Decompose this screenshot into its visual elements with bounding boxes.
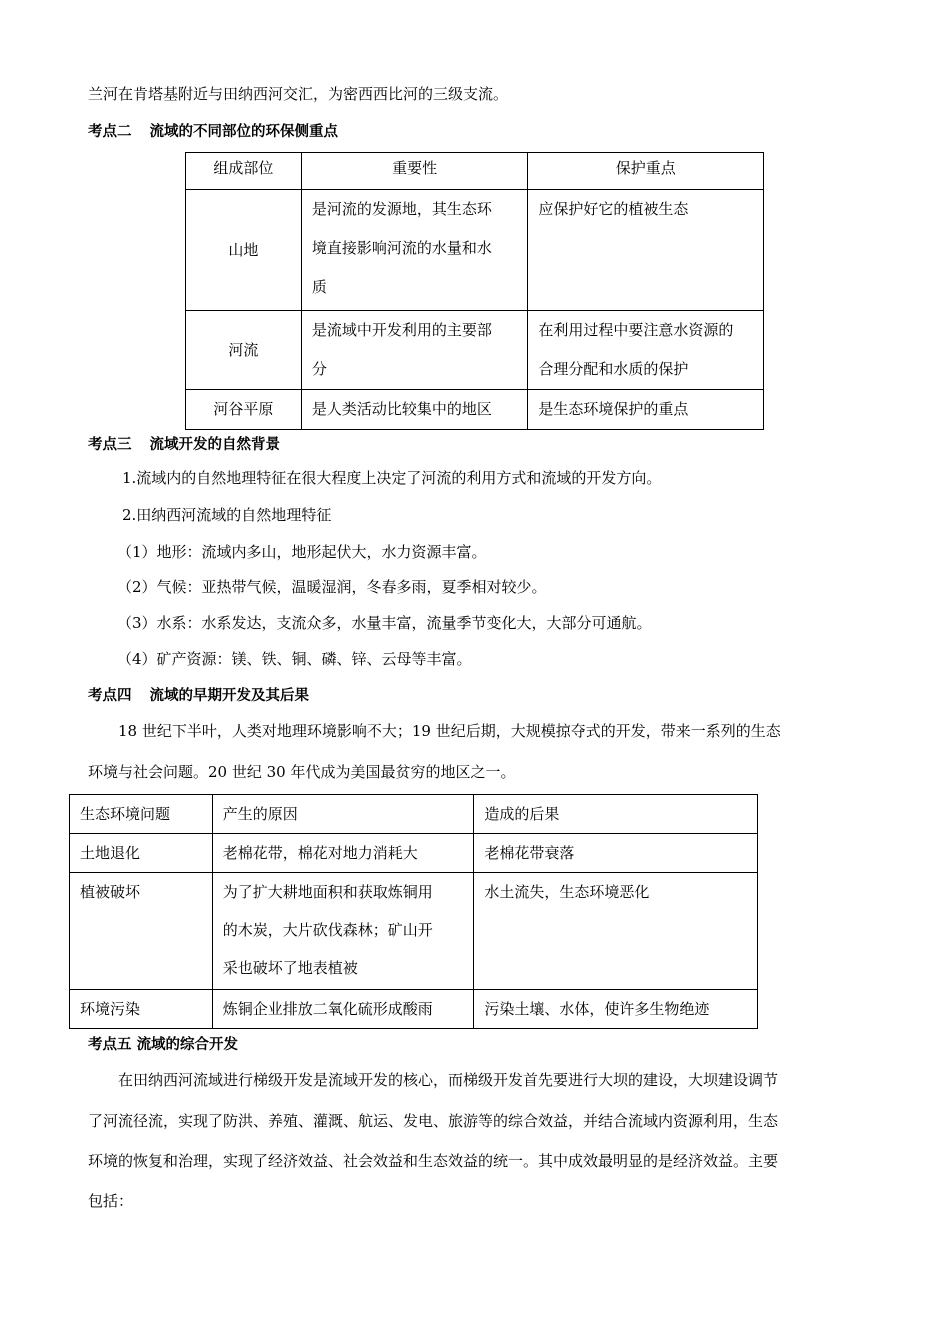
section3-item: 2.田纳西河流域的自然地理特征 [122,506,332,524]
table-cell-result [474,834,758,873]
table-row [186,390,764,430]
section3-label: 考点三 [88,437,132,453]
section5-title: 流域的综合开发 [136,1037,239,1053]
cell-line: 炼铜企业排放二氧化硫形成酸雨 [222,1000,433,1018]
cell-line: 老棉花带衰落 [484,844,575,862]
section5-paragraph-line: 在田纳西河流域进行梯级开发是流域开发的核心，而梯级开发首先要进行大坝的建设，大坝建设调节 [118,1071,779,1089]
table-header-row [186,153,764,190]
cell-line: 应保护好它的植被生态 [538,200,689,218]
section3-item: （3）水系：水系发达，支流众多，水量丰富，流量季节变化大，大部分可通航。 [117,614,652,632]
section2-heading [88,120,338,141]
section2-title: 流域的不同部位的环保侧重点 [149,124,338,140]
table-header-cell: 产生的原因 [212,795,474,834]
cell-line: 采也破坏了地表植被 [222,959,358,977]
table-header-cell: 组成部位 [186,153,302,190]
section5-paragraph-line: 环境的恢复和治理，实现了经济效益、社会效益和生态效益的统一。其中成效最明显的是经济效益。主要 [88,1152,779,1170]
section3-heading [88,433,280,454]
table-cell-cause [212,990,474,1029]
cell-line: 分 [311,360,327,378]
cell-line: 水土流失，生态环境恶化 [484,883,650,901]
table-header-cell: 造成的后果 [474,795,758,834]
table-row [70,834,758,873]
section4-paragraph-line: 环境与社会问题。20 世纪 30 年代成为美国最贫穷的地区之一。 [88,763,516,781]
section3-item: （1）地形：流域内多山，地形起伏大，水力资源丰富。 [117,543,487,561]
cell-line: 是河流的发源地，其生态环 [311,200,492,218]
table-cell-importance [301,390,528,430]
early-development-table [69,794,758,1029]
table-cell-cause [212,873,474,990]
section2-label: 考点二 [88,124,132,140]
table-cell-part: 山地 [186,190,302,311]
cell-line: 为了扩大耕地面积和获取炼铜用 [222,883,433,901]
table-cell-problem: 土地退化 [70,834,213,873]
section4-paragraph-line: 18 世纪下半叶，人类对地理环境影响不大；19 世纪后期，大规模掠夺式的开发，带来一系列的生态 [118,722,781,740]
section3-item: （2）气候：亚热带气候，温暖湿润，冬春多雨，夏季相对较少。 [117,578,547,596]
cell-line: 的木炭，大片砍伐森林；矿山开 [222,921,433,939]
table-cell-problem: 植被破坏 [70,873,213,990]
table-row [70,873,758,990]
table-header-cell: 保护重点 [528,153,764,190]
table-cell-importance [301,190,528,311]
section5-label: 考点五 [88,1037,132,1053]
environment-focus-table [185,152,764,430]
table-cell-focus [528,390,764,430]
cell-line: 老棉花带，棉花对地力消耗大 [222,844,418,862]
cell-line: 合理分配和水质的保护 [538,360,689,378]
table-cell-result [474,873,758,990]
table-header-cell: 重要性 [301,153,528,190]
table-cell-focus [528,190,764,311]
section4-label: 考点四 [88,688,132,704]
section3-item: （4）矿产资源：镁、铁、铜、磷、锌、云母等丰富。 [117,650,472,668]
section5-paragraph-line: 包括： [88,1192,134,1210]
table-cell-focus [528,311,764,390]
cell-line: 是人类活动比较集中的地区 [311,400,492,418]
cell-line: 是流域中开发利用的主要部 [311,321,492,339]
cell-line: 是生态环境保护的重点 [538,400,689,418]
table-cell-importance [301,311,528,390]
cell-line: 境直接影响河流的水量和水 [311,239,492,257]
table-cell-result [474,990,758,1029]
table-cell-cause [212,834,474,873]
cell-line: 质 [311,278,327,296]
cell-line: 污染土壤、水体，使许多生物绝迹 [484,1000,710,1018]
section3-item: 1.流域内的自然地理特征在很大程度上决定了河流的利用方式和流域的开发方向。 [122,469,662,487]
table-cell-problem: 环境污染 [70,990,213,1029]
section4-heading [88,684,309,705]
table-row [186,311,764,390]
table-row [70,990,758,1029]
section5-paragraph-line: 了河流径流，实现了防洪、养殖、灌溉、航运、发电、旅游等的综合效益，并结合流域内资源利用，生态 [88,1112,779,1130]
section4-title: 流域的早期开发及其后果 [149,688,309,704]
table-cell-part: 河谷平原 [186,390,302,430]
intro-line: 兰河在肯塔基附近与田纳西河交汇，为密西西比河的三级支流。 [88,85,509,103]
section3-title: 流域开发的自然背景 [149,437,280,453]
table-header-cell: 生态环境问题 [70,795,213,834]
section5-heading [88,1033,238,1054]
cell-line: 在利用过程中要注意水资源的 [538,321,734,339]
table-row [186,190,764,311]
table-header-row [70,795,758,834]
table-cell-part: 河流 [186,311,302,390]
